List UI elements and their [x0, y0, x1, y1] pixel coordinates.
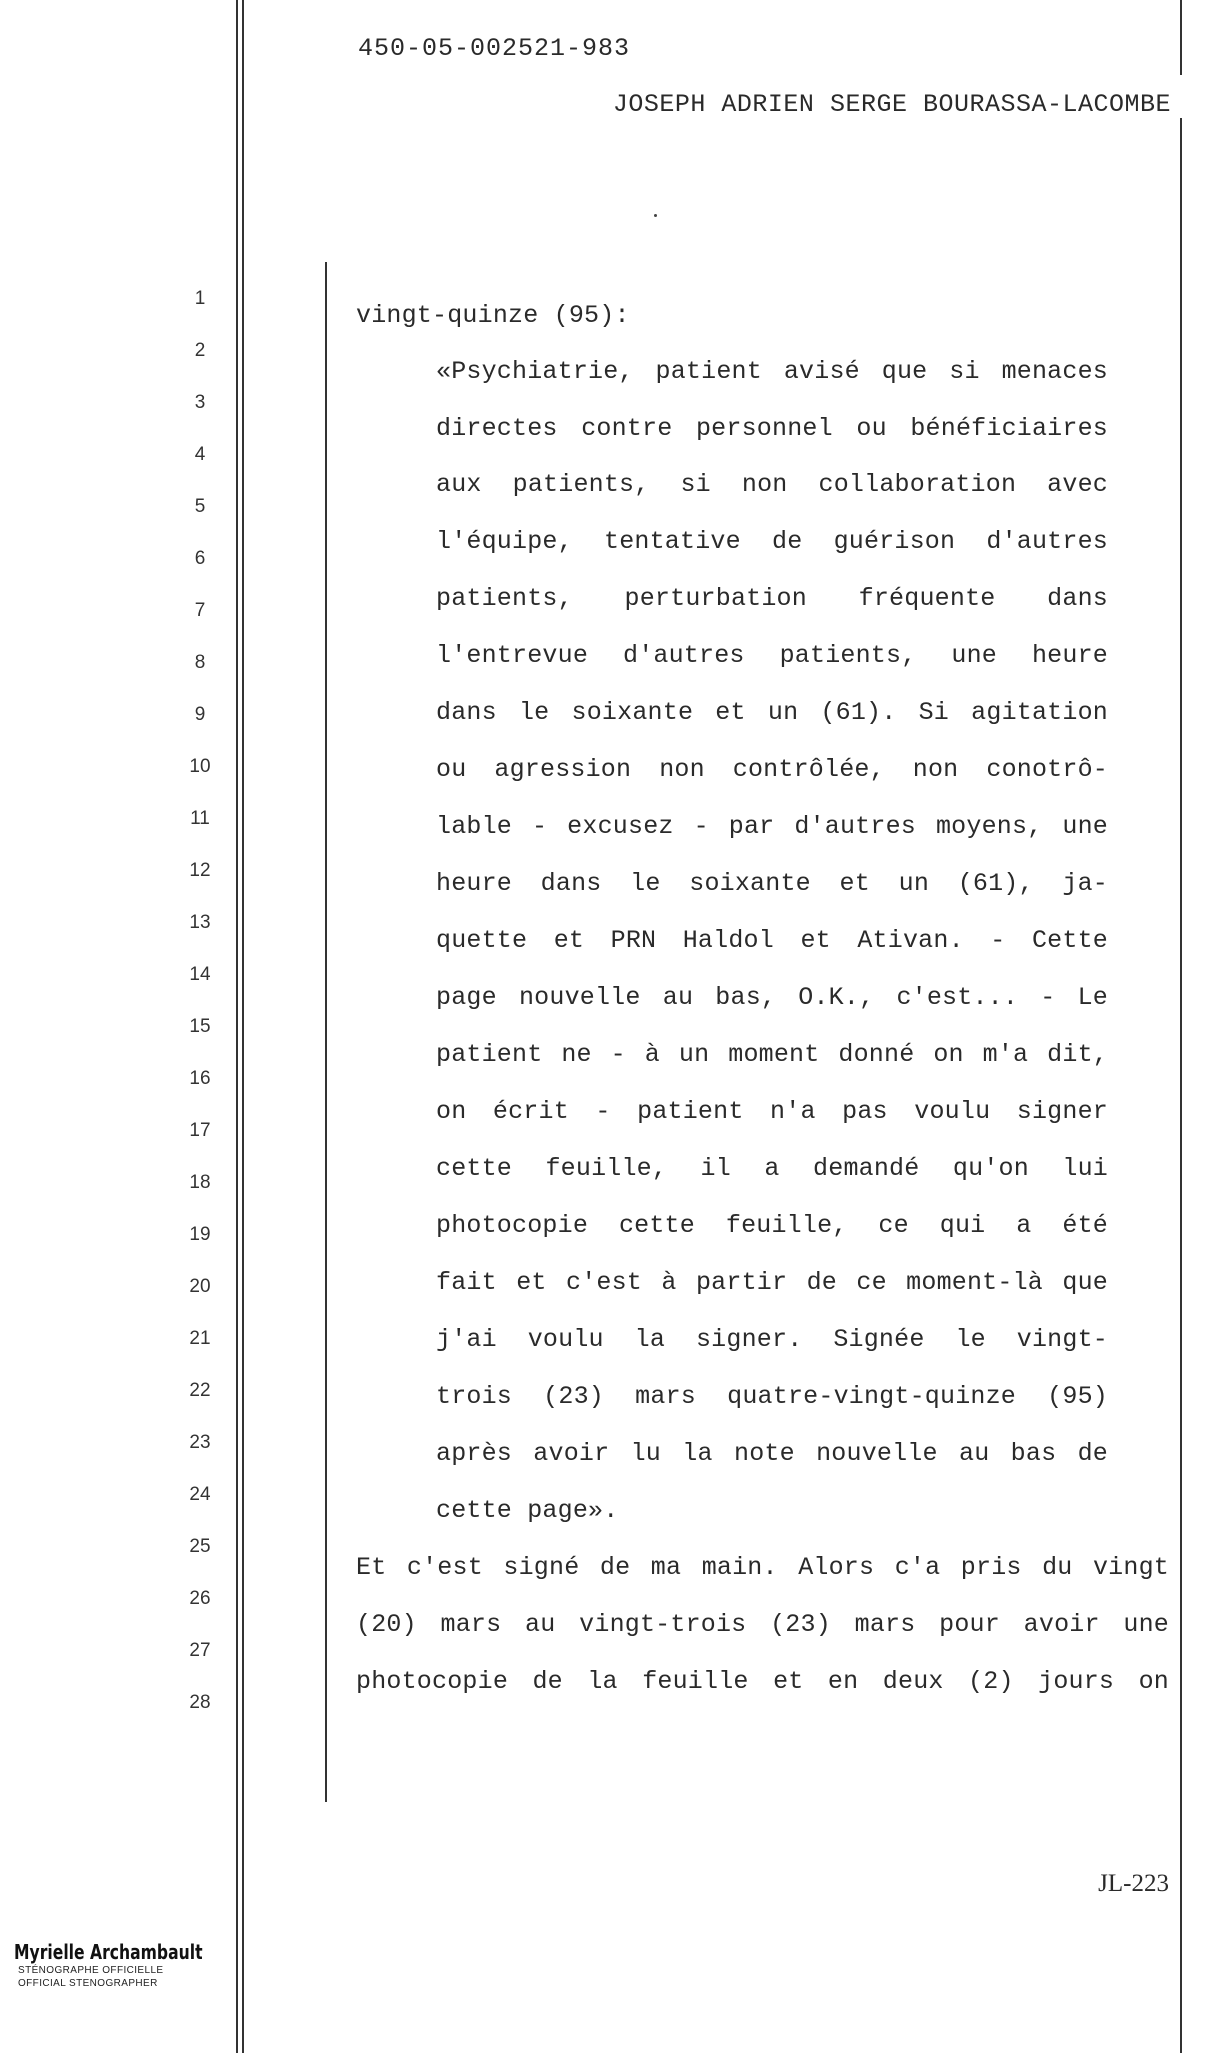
line-number: 23 [189, 1432, 211, 1453]
right-margin-rule [1180, 0, 1182, 75]
transcript-line: heure dans le soixante et un (61), ja- [436, 869, 1108, 898]
transcript-line: photocopie cette feuille, ce qui a été [436, 1211, 1108, 1240]
line-number: 18 [189, 1172, 211, 1193]
transcript-line: quette et PRN Haldol et Ativan. - Cette [436, 926, 1108, 955]
transcript-line: patient ne - à un moment donné on m'a dit, [436, 1040, 1108, 1069]
transcript-line: photocopie de la feuille et en deux (2) jours on [356, 1667, 1169, 1696]
witness-name: JOSEPH ADRIEN SERGE BOURASSA-LACOMBE [612, 90, 1171, 119]
transcript-line: vingt-quinze (95): [356, 301, 630, 330]
transcript-line: l'équipe, tentative de guérison d'autres [436, 527, 1108, 556]
line-number: 4 [194, 444, 206, 465]
file-number: 450-05-002521-983 [358, 34, 631, 63]
line-number: 20 [189, 1276, 211, 1297]
line-number: 7 [194, 600, 206, 621]
transcript-line: lable - excusez - par d'autres moyens, une [436, 812, 1108, 841]
stenographer-stamp [14, 1940, 214, 1990]
line-number: 12 [189, 860, 211, 881]
line-number: 25 [189, 1536, 211, 1557]
line-number: 21 [189, 1328, 211, 1349]
transcript-line: fait et c'est à partir de ce moment-là que [436, 1268, 1108, 1297]
line-number: 16 [189, 1068, 211, 1089]
line-number: 8 [194, 652, 206, 673]
line-number: 2 [194, 340, 206, 361]
transcript-line: trois (23) mars quatre-vingt-quinze (95) [436, 1382, 1108, 1411]
transcript-line: directes contre personnel ou bénéficiaires [436, 414, 1108, 443]
line-number: 3 [194, 392, 206, 413]
transcript-line: j'ai voulu la signer. Signée le vingt- [436, 1325, 1108, 1354]
stenographer-title-en: OFFICIAL STENOGRAPHER [18, 1978, 158, 1989]
transcript-line: aux patients, si non collaboration avec [436, 470, 1108, 499]
line-number: 1 [194, 288, 206, 309]
line-number: 28 [189, 1692, 211, 1713]
line-number: 22 [189, 1380, 211, 1401]
line-number: 9 [194, 704, 206, 725]
line-number: 10 [189, 756, 211, 777]
transcript-line: cette page». [436, 1496, 619, 1525]
stenographer-title-fr: STÉNOGRAPHE OFFICIELLE [18, 1965, 164, 1976]
transcript-line: (20) mars au vingt-trois (23) mars pour avoir une [356, 1610, 1169, 1639]
transcript-line: Et c'est signé de ma main. Alors c'a pris du vingt [356, 1553, 1169, 1582]
stenographer-name: Myrielle Archambault [14, 1940, 203, 1964]
transcript-line: dans le soixante et un (61). Si agitation [436, 698, 1108, 727]
left-margin-rule [236, 0, 238, 2053]
line-number: 14 [189, 964, 211, 985]
line-number: 26 [189, 1588, 211, 1609]
text-margin-rule [325, 262, 327, 1802]
line-number: 15 [189, 1016, 211, 1037]
transcript-line: «Psychiatrie, patient avisé que si menaces [436, 357, 1108, 386]
transcript-line: on écrit - patient n'a pas voulu signer [436, 1097, 1108, 1126]
transcript-line: page nouvelle au bas, O.K., c'est... - Le [436, 983, 1108, 1012]
transcript-line: après avoir lu la note nouvelle au bas de [436, 1439, 1108, 1468]
transcript-line: l'entrevue d'autres patients, une heure [436, 641, 1108, 670]
line-number: 19 [189, 1224, 211, 1245]
line-number: 5 [194, 496, 206, 517]
line-number: 13 [189, 912, 211, 933]
transcript-line: cette feuille, il a demandé qu'on lui [436, 1154, 1108, 1183]
line-number: 6 [194, 548, 206, 569]
transcript-line: ou agression non contrôlée, non conotrô- [436, 755, 1108, 784]
line-number: 24 [189, 1484, 211, 1505]
right-margin-rule-lower [1180, 118, 1182, 2053]
line-number: 27 [189, 1640, 211, 1661]
left-margin-rule-double [242, 0, 244, 2053]
line-number: 11 [190, 808, 210, 829]
transcript-line: patients, perturbation fréquente dans [436, 584, 1108, 613]
line-number: 17 [189, 1120, 211, 1141]
page-identifier: JL-223 [1098, 1870, 1169, 1897]
stray-mark [654, 214, 657, 217]
